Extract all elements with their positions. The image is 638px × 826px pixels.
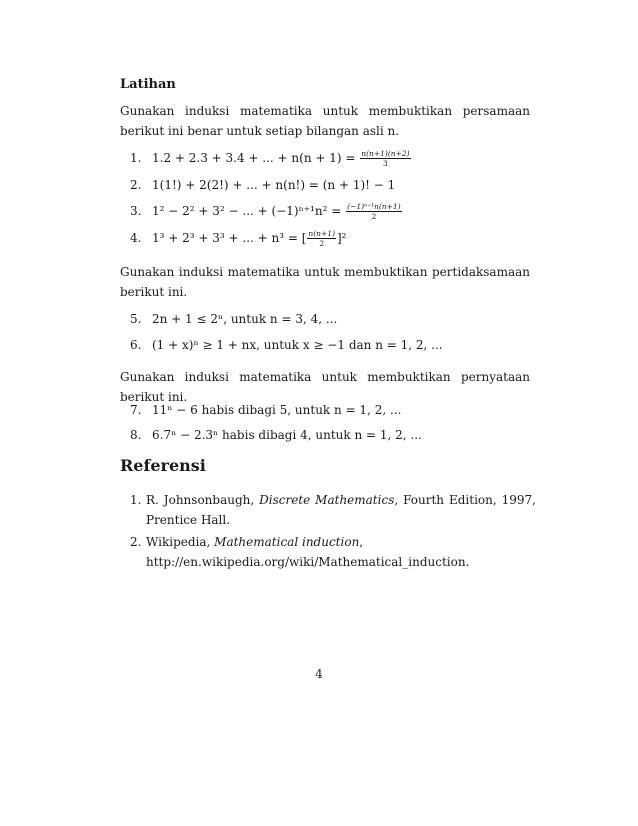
fraction-denominator: 3: [383, 159, 388, 168]
exercise-6: [130, 335, 530, 355]
exercise-number: 6.: [130, 338, 142, 352]
section-heading-referensi: Referensi: [120, 456, 206, 475]
fraction: [360, 149, 410, 168]
section-heading-latihan: Latihan: [120, 77, 176, 92]
exercise-7: [130, 400, 530, 420]
exercise-number: 5.: [130, 312, 142, 326]
reference-2: [130, 532, 530, 572]
exercise-number: 3.: [130, 204, 142, 218]
exercise-3: [130, 201, 530, 221]
exercise-number: 8.: [130, 428, 142, 442]
exercise-text: 2n + 1 ≤ 2ⁿ, untuk n = 3, 4, ...: [152, 312, 338, 326]
reference-body: [146, 490, 536, 530]
exercise-text: 6.7ⁿ − 2.3ⁿ habis dibagi 4, untuk n = 1, 2, ...: [152, 428, 422, 442]
reference-details: , Fourth Edition, 1997, Prentice Hall.: [146, 493, 536, 527]
exercise-5: [130, 309, 530, 329]
exercise-2: [130, 175, 530, 195]
fraction-numerator: (−1)ⁿ⁺¹n(n+1): [347, 202, 401, 211]
page-number: 4: [315, 667, 323, 681]
fraction-denominator: 2: [371, 212, 377, 221]
intro-equalities: Gunakan induksi matematika untuk membuktikan persamaan berikut ini benar untuk setiap bilangan asli n.: [120, 104, 530, 138]
exercise-lhs: 1³ + 2³ + 3³ + ... + n³ = [: [152, 231, 307, 245]
reference-1: [130, 490, 536, 530]
exercise-8: [130, 425, 530, 445]
exercise-1: [130, 148, 530, 168]
exercise-text: (1 + x)ⁿ ≥ 1 + nx, untuk x ≥ −1 dan n = 1, 2, ...: [152, 338, 443, 352]
exercise-text: 11ⁿ − 6 habis dibagi 5, untuk n = 1, 2, ...: [152, 403, 402, 417]
fraction-denominator: 2: [319, 239, 325, 248]
fraction: [307, 229, 336, 248]
reference-author: Wikipedia,: [146, 535, 211, 549]
fraction-numerator: n(n+1)(n+2): [361, 149, 410, 158]
reference-number: 1.: [130, 493, 142, 507]
exercise-number: 7.: [130, 403, 142, 417]
reference-author: R. Johnsonbaugh,: [146, 493, 255, 507]
exercise-number: 1.: [130, 151, 142, 165]
reference-url[interactable]: http://en.wikipedia.org/wiki/Mathematical_induction.: [146, 555, 470, 569]
exercise-text: 1(1!) + 2(2!) + ... + n(n!) = (n + 1)! − 1: [152, 178, 396, 192]
reference-title: Mathematical induction: [214, 535, 360, 549]
exercise-lhs: 1.2 + 2.3 + 3.4 + ... + n(n + 1) =: [152, 151, 356, 165]
reference-body: [146, 532, 536, 572]
reference-number: 2.: [130, 535, 142, 549]
intro-inequalities: Gunakan induksi matematika untuk membuktikan pertidaksamaan berikut ini.: [120, 265, 530, 299]
intro-statements: Gunakan induksi matematika untuk membuktikan pernyataan berikut ini.: [120, 370, 530, 404]
reference-title: Discrete Mathematics: [259, 493, 395, 507]
fraction: [346, 202, 401, 221]
exercise-4: [130, 228, 530, 248]
exercise-lhs: 1² − 2² + 3² − ... + (−1)ⁿ⁺¹n² =: [152, 204, 342, 218]
exercise-rhs: ]²: [337, 231, 347, 245]
fraction-numerator: n(n+1): [308, 229, 335, 238]
exercise-number: 2.: [130, 178, 142, 192]
exercise-number: 4.: [130, 231, 142, 245]
reference-details: ,: [359, 535, 364, 549]
